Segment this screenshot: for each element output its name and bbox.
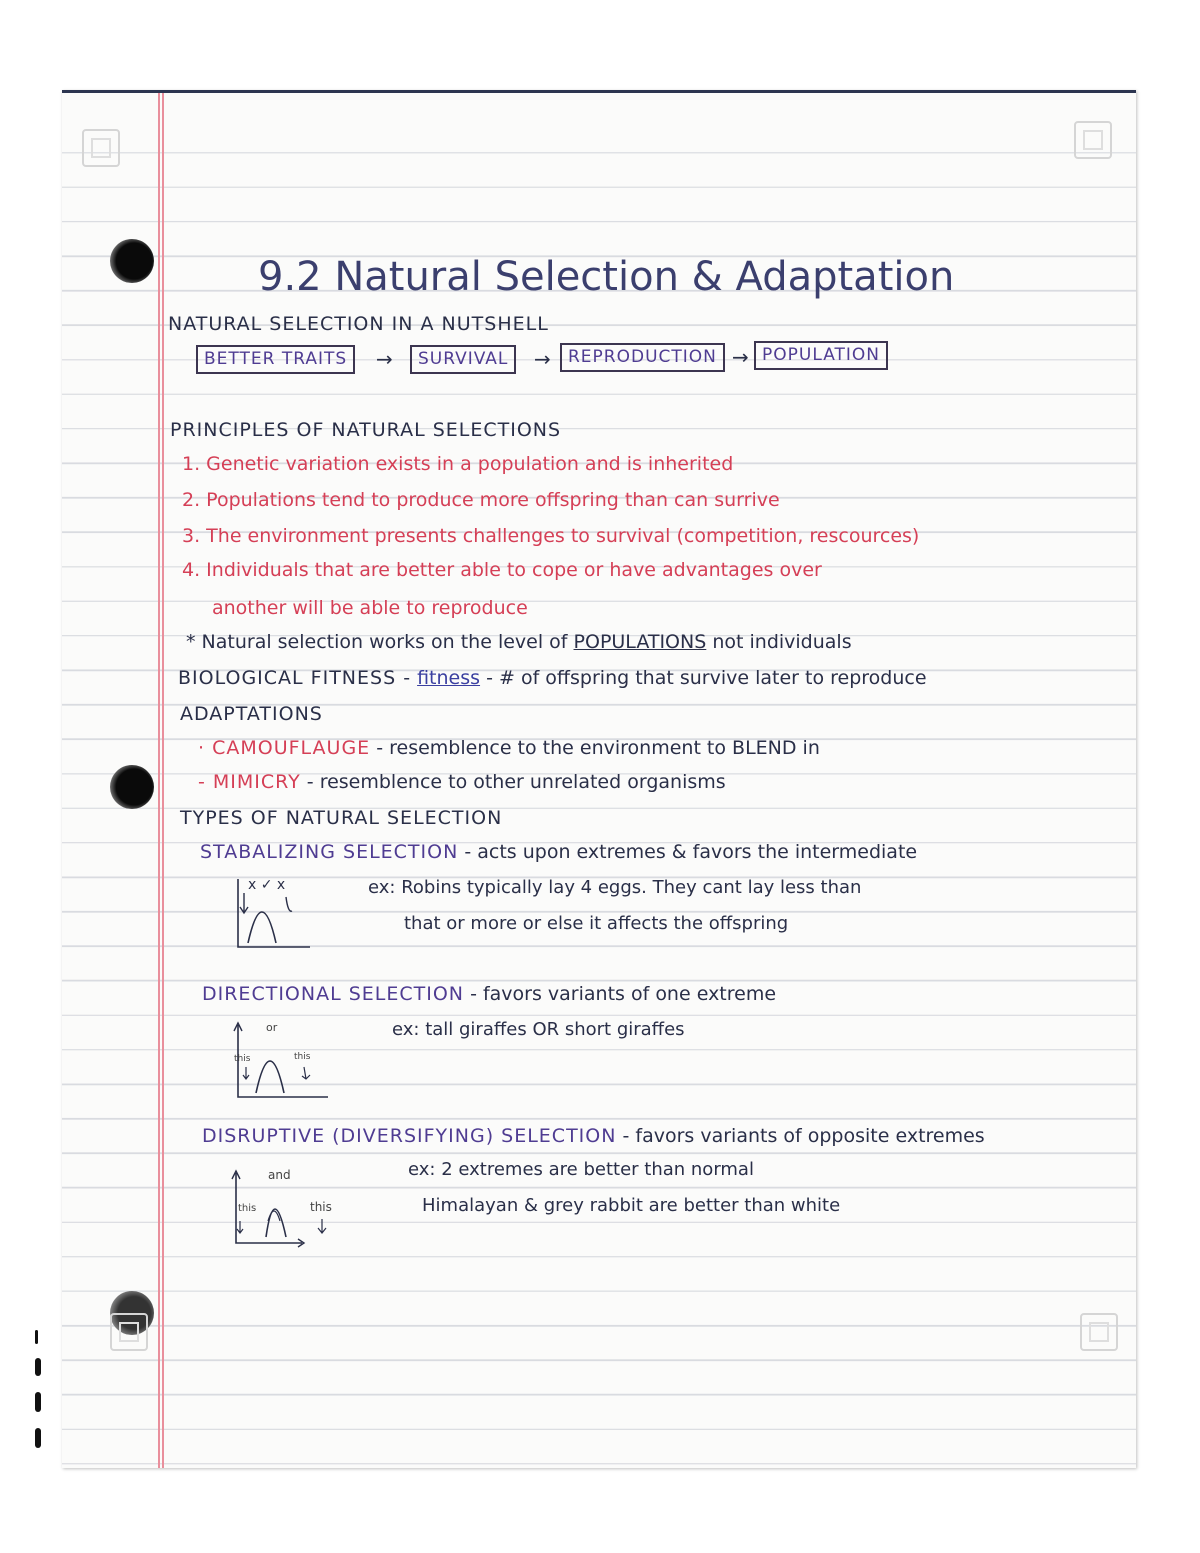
selection-note <box>186 633 852 652</box>
graph-this-label: this <box>310 1200 332 1214</box>
note-keyword: POPULATIONS <box>573 631 707 653</box>
paper-logo-icon <box>110 1313 148 1351</box>
directional-graph <box>226 1015 336 1105</box>
nutshell-heading: NATURAL SELECTION IN A NUTSHELL <box>168 313 549 335</box>
adaptations-heading: ADAPTATIONS <box>180 703 323 725</box>
note-prefix: * Natural selection works on the level of <box>186 631 568 653</box>
principle-item: another will be able to reproduce <box>212 597 528 619</box>
binder-ring <box>35 1358 41 1376</box>
camouflage-definition: - resemblence to the environment to BLEND in <box>376 737 820 759</box>
paper-logo-icon <box>1080 1313 1118 1351</box>
arrow-icon: → <box>376 347 393 371</box>
arrow-icon: → <box>732 345 749 369</box>
principle-item: 2. Populations tend to produce more offspring than can surrive <box>182 489 780 511</box>
principle-item: 3. The environment presents challenges to survival (competition, rescources) <box>182 525 920 547</box>
graph-this-label: this <box>238 1203 257 1214</box>
graph-this-label: this <box>234 1054 251 1064</box>
margin-line <box>158 93 160 1468</box>
binder-hole <box>110 765 154 809</box>
binder-ring <box>35 1428 41 1448</box>
principle-item: 4. Individuals that are better able to cope or have advantages over <box>182 559 822 581</box>
mimicry-label: - MIMICRY <box>198 771 301 793</box>
arrow-icon: → <box>534 347 551 371</box>
stabilizing-example: ex: Robins typically lay 4 eggs. They cant lay less than <box>368 877 862 898</box>
graph-or-label: or <box>266 1021 278 1034</box>
page-title: 9.2 Natural Selection & Adaptation <box>258 254 955 300</box>
stabilizing-example: that or more or else it affects the offspring <box>404 913 789 934</box>
note-suffix: not individuals <box>712 631 852 653</box>
step-reproduction: REPRODUCTION <box>560 343 725 372</box>
stabilizing-line <box>200 843 917 862</box>
disruptive-line <box>202 1127 985 1146</box>
principles-heading: PRINCIPLES OF NATURAL SELECTIONS <box>170 419 562 441</box>
directional-example: ex: tall giraffes OR short giraffes <box>392 1019 685 1040</box>
fitness-definition: - # of offspring that survive later to reproduce <box>486 667 927 689</box>
mimicry-definition: - resemblence to other unrelated organisms <box>306 771 726 793</box>
stabilizing-graph <box>226 873 316 955</box>
graph-and-label: and <box>268 1168 291 1182</box>
stabilizing-definition: - acts upon extremes & favors the intermediate <box>464 841 918 863</box>
paper-logo-icon <box>82 129 120 167</box>
camouflage-line <box>198 739 820 758</box>
graph-this-label: this <box>294 1052 311 1062</box>
directional-line <box>202 985 776 1004</box>
disruptive-example: Himalayan & grey rabbit are better than white <box>422 1195 841 1216</box>
camouflage-label: · CAMOUFLAUGE <box>198 737 371 759</box>
disruptive-example: ex: 2 extremes are better than normal <box>408 1159 754 1180</box>
binder-hole <box>110 239 154 283</box>
disruptive-definition: - favors variants of opposite extremes <box>622 1125 985 1147</box>
fitness-line <box>178 669 927 688</box>
fitness-term: fitness <box>417 667 481 689</box>
directional-name: DIRECTIONAL SELECTION <box>202 983 465 1005</box>
step-survival: SURVIVAL <box>410 345 516 374</box>
types-heading: TYPES OF NATURAL SELECTION <box>180 807 503 829</box>
disruptive-name: DISRUPTIVE (DIVERSIFYING) SELECTION <box>202 1125 617 1147</box>
notebook-page <box>62 90 1136 1468</box>
binder-ring <box>35 1330 38 1344</box>
disruptive-graph <box>224 1161 344 1255</box>
fitness-label: BIOLOGICAL FITNESS - <box>178 667 412 689</box>
directional-definition: - favors variants of one extreme <box>470 983 777 1005</box>
mimicry-line <box>198 773 726 792</box>
paper-logo-icon <box>1074 121 1112 159</box>
stabilizing-name: STABALIZING SELECTION <box>200 841 459 863</box>
stabilizing-marks: x ✓ x <box>248 877 286 893</box>
margin-line <box>162 93 164 1468</box>
principle-item: 1. Genetic variation exists in a population and is inherited <box>182 453 734 475</box>
step-population: POPULATION <box>754 341 888 370</box>
step-better-traits: BETTER TRAITS <box>196 345 355 374</box>
binder-ring <box>35 1392 41 1412</box>
